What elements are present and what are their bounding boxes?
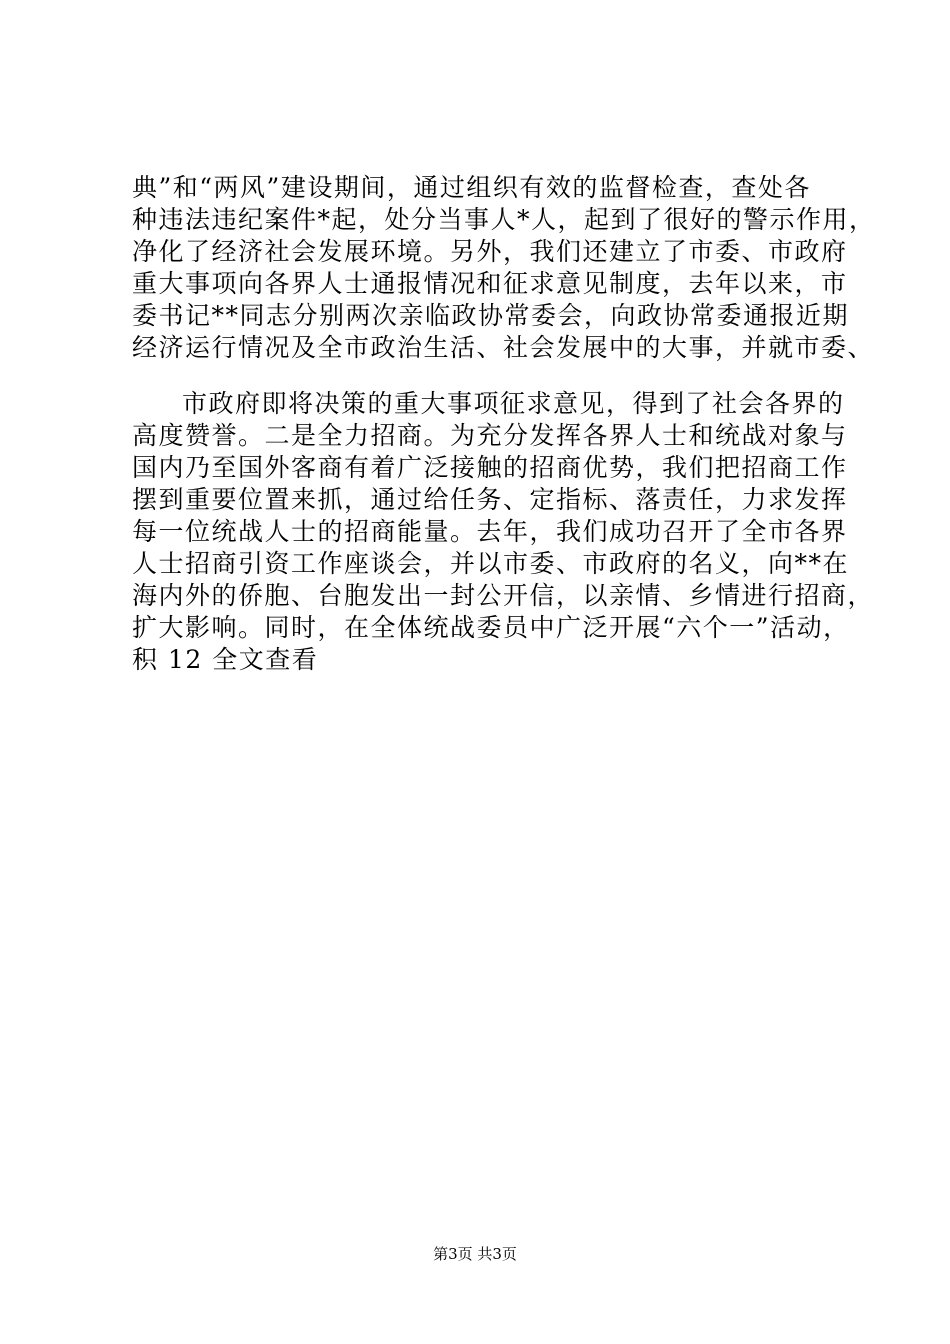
paragraph-line: 市政府即将决策的重大事项征求意见，得到了社会各界的 bbox=[182, 389, 845, 418]
paragraph-line: 高度赞誉。二是全力招商。为充分发挥各界人士和统战对象与 bbox=[132, 421, 848, 450]
paragraph-1 bbox=[132, 172, 876, 364]
paragraph-line: 委书记**同志分别两次亲临政协常委会，向政协常委通报近期 bbox=[132, 301, 850, 330]
paragraph-line: 典”和“两风”建设期间，通过组织有效的监督检查，查处各 bbox=[132, 173, 811, 202]
paragraph-line: 重大事项向各界人士通报情况和征求意见制度，去年以来，市 bbox=[132, 269, 848, 298]
paragraph-line: 扩大影响。同时，在全体统战委员中广泛开展“六个一”活动， bbox=[132, 613, 850, 642]
page-number-footer: 第3页 共3页 bbox=[433, 1245, 517, 1263]
paragraph-line: 经济运行情况及全市政治生活、社会发展中的大事，并就市委、 bbox=[132, 333, 875, 362]
paragraph-line: 每一位统战人士的招商能量。去年，我们成功召开了全市各界 bbox=[132, 517, 848, 546]
paragraph-line: 种违法违纪案件*起，处分当事人*人，起到了很好的警示作用， bbox=[132, 205, 876, 234]
paragraph-line: 海内外的侨胞、台胞发出一封公开信，以亲情、乡情进行招商， bbox=[132, 581, 875, 610]
paragraph-2 bbox=[132, 388, 875, 676]
paragraph-line: 摆到重要位置来抓，通过给任务、定指标、落责任，力求发挥 bbox=[132, 485, 848, 514]
paragraph-line: 国内乃至国外客商有着广泛接触的招商优势，我们把招商工作 bbox=[132, 453, 848, 482]
paragraph-line: 净化了经济社会发展环境。另外，我们还建立了市委、市政府 bbox=[132, 237, 848, 266]
paragraph-line-last: 积 12 全文查看 bbox=[132, 645, 319, 674]
paragraph-line: 人士招商引资工作座谈会，并以市委、市政府的名义，向**在 bbox=[132, 549, 850, 578]
